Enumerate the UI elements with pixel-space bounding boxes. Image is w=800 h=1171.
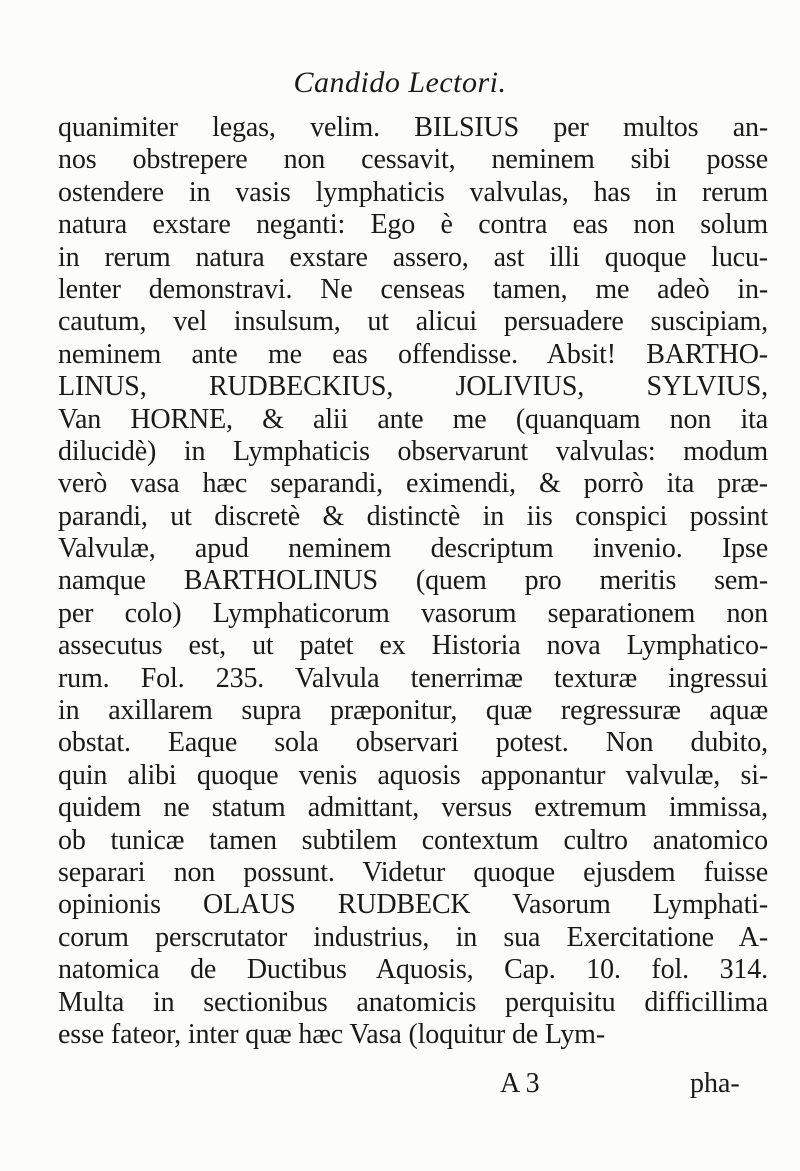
text-line: separari non possunt. Videtur quoque ejusdem fuisse <box>58 856 768 888</box>
text-line: per colo) Lymphaticorum vasorum separationem non <box>58 597 768 629</box>
text-line: natomica de Ductibus Aquosis, Cap. 10. fol. 314. <box>58 954 768 986</box>
text-line: ob tunicæ tamen subtilem contextum cultro anatomico <box>58 824 768 856</box>
page-footer <box>0 1068 800 1102</box>
text-line: ostendere in vasis lymphaticis valvulas, has in rerum <box>58 176 768 208</box>
text-line: natura exstare neganti: Ego è contra eas non solum <box>58 209 768 241</box>
text-line: quanimiter legas, velim. BILSIUS per multos an- <box>58 112 768 143</box>
text-line: dilucidè) in Lymphaticis observarunt valvulas: modum <box>58 435 768 467</box>
text-line: in axillarem supra præponitur, quæ regressuræ aquæ <box>58 695 768 727</box>
text-line: obstat. Eaque sola observari potest. Non dubito, <box>58 727 768 759</box>
text-line: neminem ante me eas offendisse. Absit! BARTHO- <box>58 338 768 370</box>
text-line: parandi, ut discretè & distinctè in iis conspici possint <box>58 500 768 532</box>
text-line: in rerum natura exstare assero, ast illi quoque lucu- <box>58 241 768 273</box>
text-line: Multa in sectionibus anatomicis perquisitu difficillima <box>58 986 768 1018</box>
text-line: assecutus est, ut patet ex Historia nova Lymphatico- <box>58 630 768 662</box>
text-line: Van HORNE, & alii ante me (quanquam non ita <box>58 403 768 435</box>
signature-mark: A 3 <box>500 1068 540 1099</box>
text-line: nos obstrepere non cessavit, neminem sibi posse <box>58 144 768 176</box>
text-line: cautum, vel insulsum, ut alicui persuadere suscipiam, <box>58 306 768 338</box>
text-line: opinionis OLAUS RUDBECK Vasorum Lymphati- <box>58 889 768 921</box>
catchword: pha- <box>690 1068 740 1099</box>
text-line: rum. Fol. 235. Valvula tenerrimæ texturæ ingressui <box>58 662 768 694</box>
running-head: Candido Lectori. <box>293 66 507 99</box>
body-text <box>58 112 768 1051</box>
text-line: verò vasa hæc separandi, eximendi, & porrò ita præ- <box>58 468 768 500</box>
text-line: lenter demonstravi. Ne censeas tamen, me adeò in- <box>58 273 768 305</box>
text-line: Valvulæ, apud neminem descriptum invenio. Ipse <box>58 533 768 565</box>
text-line: LINUS, RUDBECKIUS, JOLIVIUS, SYLVIUS, <box>58 371 768 403</box>
text-line: quidem ne statum admittant, versus extremum immissa, <box>58 792 768 824</box>
text-line: esse fateor, inter quæ hæc Vasa (loquitur de Lym- <box>58 1018 605 1050</box>
text-line: namque BARTHOLINUS (quem pro meritis sem- <box>58 565 768 597</box>
text-line: corum perscrutator industrius, in sua Exercitatione A- <box>58 921 768 953</box>
text-line: quin alibi quoque venis aquosis apponantur valvulæ, si- <box>58 759 768 791</box>
